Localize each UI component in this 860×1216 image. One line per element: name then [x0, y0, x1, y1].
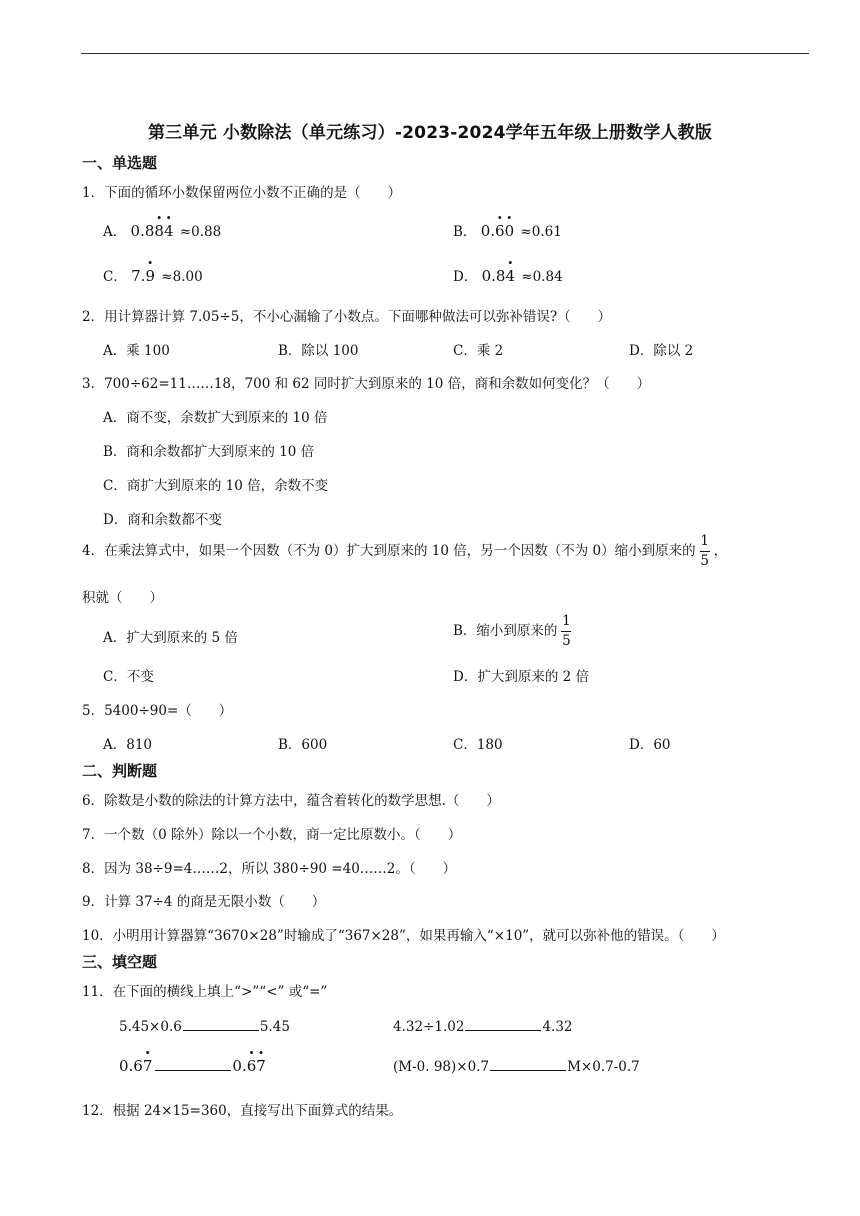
q5-option-b[interactable]: B．600	[278, 737, 328, 753]
q4-option-a[interactable]: A．扩大到原来的 5 倍	[103, 630, 238, 646]
q4-option-d[interactable]: D．扩大到原来的 2 倍	[453, 669, 589, 685]
question-9: 9．计算 37÷4 的商是无限小数（ ）	[82, 894, 326, 910]
question-1	[82, 181, 401, 201]
expression-right: M×0.7-0.7	[567, 1059, 640, 1075]
question-text: 用计算器计算 7.05÷5，不小心漏输了小数点。下面哪种做法可以弥补错误?（ ）	[104, 309, 612, 325]
q11-comparison-1	[119, 1017, 290, 1035]
expression-left: 5.45×0.6	[119, 1019, 182, 1035]
q1-option-b[interactable]	[453, 220, 562, 240]
repeating-decimal: 7.· 9	[131, 267, 155, 285]
question-10: 10．小明用计算器算“3670×28”时输成了“367×28”，如果再输入“×10”，就可以弥补他的错误。（ ）	[82, 928, 725, 944]
q1-option-c[interactable]	[103, 265, 203, 285]
fraction-one-fifth: $\frac{1}{5}$	[562, 613, 571, 649]
question-number: 3．	[82, 376, 105, 392]
question-2	[82, 305, 611, 325]
expression-left: (M-0. 98)×0.7	[393, 1059, 490, 1075]
option-label: D．	[453, 269, 478, 285]
question-text: 5400÷90=（ ）	[104, 703, 233, 719]
q1-option-a[interactable]	[103, 220, 221, 240]
option-text: B．缩小到原来的	[453, 623, 558, 639]
q11-comparison-2	[393, 1017, 573, 1035]
question-5	[82, 699, 232, 719]
page-title: 第三单元 小数除法（单元练习）-2023-2024学年五年级上册数学人教版	[147, 123, 713, 143]
q2-option-d[interactable]: D．除以 2	[629, 343, 694, 359]
question-6: 6．除数是小数的除法的计算方法中，蕴含着转化的数学思想.（ ）	[82, 793, 500, 809]
answer-blank[interactable]	[183, 1017, 259, 1031]
question-4	[82, 534, 727, 569]
question-11: 11．在下面的横线上填上“>”“<” 或“=”	[82, 984, 328, 1000]
option-value: ≈0.88	[175, 224, 222, 240]
header-rule	[81, 53, 809, 54]
repeating-decimal: 0.· 6· 0	[481, 222, 514, 240]
option-label: C．	[103, 269, 127, 285]
q2-option-c[interactable]: C．乘 2	[453, 343, 504, 359]
question-12: 12．根据 24×15=360，直接写出下面算式的结果。	[82, 1103, 403, 1119]
question-number: 2．	[82, 309, 105, 325]
q11-comparison-4	[393, 1057, 640, 1075]
q11-comparison-3	[119, 1057, 268, 1075]
section-heading-true-false: 二、判断题	[82, 762, 158, 780]
q3-option-c[interactable]: C．商扩大到原来的 10 倍，余数不变	[103, 478, 329, 494]
question-text: 在乘法算式中，如果一个因数（不为 0）扩大到原来的 10 倍，另一个因数（不为 0）缩小到原来的	[104, 543, 696, 559]
question-number: 1．	[82, 185, 105, 201]
answer-blank[interactable]	[490, 1057, 566, 1071]
q5-option-d[interactable]: D．60	[629, 737, 671, 753]
expression-right: 5.45	[259, 1019, 290, 1035]
expression-left: 4.32÷1.02	[393, 1019, 465, 1035]
option-value: ≈0.61	[516, 224, 562, 240]
repeating-decimal: 0.8· 4	[482, 267, 515, 285]
q2-option-a[interactable]: A．乘 100	[103, 343, 170, 359]
q4-option-c[interactable]: C．不变	[103, 669, 154, 685]
q5-option-a[interactable]: A．810	[103, 737, 153, 753]
expression-right: 4.32	[542, 1019, 573, 1035]
option-value: ≈8.00	[157, 269, 203, 285]
answer-blank[interactable]	[465, 1017, 541, 1031]
repeating-decimal: 0.6· 7	[119, 1057, 152, 1075]
repeating-decimal: 0.· 6· 7	[232, 1057, 265, 1075]
question-text: 700÷62=11……18，700 和 62 同时扩大到原来的 10 倍，商和余数如何变化？（ ）	[104, 376, 651, 392]
question-text: 下面的循环小数保留两位小数不正确的是（ ）	[104, 185, 402, 201]
question-number: 5．	[82, 703, 105, 719]
question-8: 8．因为 38÷9=4……2，所以 380÷90 =40……2。（ ）	[82, 861, 457, 877]
question-number: 4．	[82, 543, 105, 559]
q1-option-d[interactable]	[453, 265, 563, 285]
fraction-one-fifth: $\frac{1}{5}$	[700, 533, 709, 569]
punctuation: ，	[713, 543, 728, 559]
q5-option-c[interactable]: C．180	[453, 737, 503, 753]
question-4-continued: 积就（ ）	[82, 590, 163, 606]
q3-option-d[interactable]: D．商和余数都不变	[103, 512, 222, 528]
option-value: ≈0.84	[517, 269, 563, 285]
question-7: 7．一个数（0 除外）除以一个小数，商一定比原数小。（ ）	[82, 827, 462, 843]
answer-blank[interactable]	[155, 1057, 231, 1071]
question-3	[82, 372, 650, 392]
section-heading-single-choice: 一、单选题	[82, 154, 158, 172]
option-label: A．	[103, 224, 127, 240]
section-heading-fill-in: 三、填空题	[82, 953, 158, 971]
q2-option-b[interactable]: B．除以 100	[278, 343, 359, 359]
q3-option-a[interactable]: A．商不变，余数扩大到原来的 10 倍	[103, 410, 328, 426]
option-label: B．	[453, 224, 477, 240]
repeating-decimal: 0.8· 8· 4	[131, 222, 174, 240]
q4-option-b[interactable]	[453, 614, 575, 649]
q3-option-b[interactable]: B．商和余数都扩大到原来的 10 倍	[103, 444, 315, 460]
